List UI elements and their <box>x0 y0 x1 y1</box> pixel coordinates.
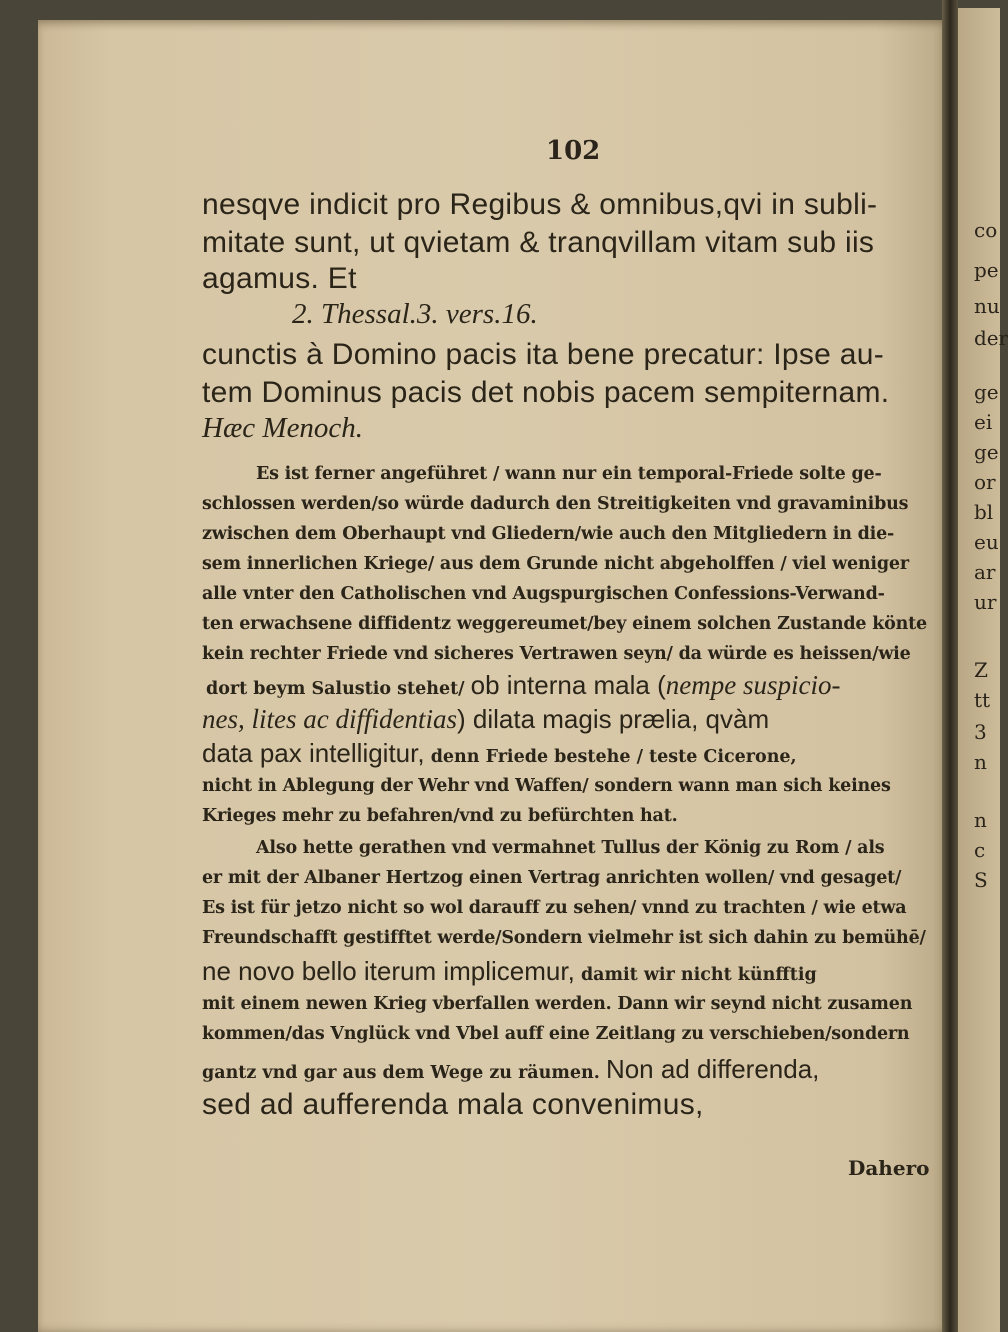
text-fragment: S <box>974 868 988 892</box>
text-line: Es ist ferner angeführet / wann nur ein temporal-Friede solte ge- <box>256 464 882 484</box>
text-fragment: tt <box>974 688 991 712</box>
text-span: dort beym Salustio stehet/ <box>206 679 465 699</box>
text-span: denn Friede bestehe / teste Cicerone, <box>430 747 797 767</box>
text-fragment: ei <box>974 410 993 434</box>
text-line: nesqve indicit pro Regibus & omnibus,qvi in subli- <box>202 188 878 221</box>
text-fragment: 3 <box>974 720 987 744</box>
text-line: sed ad aufferenda mala convenimus, <box>202 1088 704 1121</box>
text-fragment: or <box>974 470 996 494</box>
text-line: nicht in Ablegung der Wehr vnd Waffen/ sondern wann man sich keines <box>202 776 891 796</box>
text-line: kein rechter Friede vnd sicheres Vertrawen seyn/ da würde es heissen/wie <box>202 644 911 664</box>
page-number: 102 <box>546 136 601 166</box>
text-line: Es ist für jetzo nicht so wol darauff zu sehen/ vnnd zu trachten / wie etwa <box>202 898 907 918</box>
text-line: mit einem newen Krieg vberfallen werden. Dann wir seynd nicht zusamen <box>202 994 913 1014</box>
text-fragment: n <box>974 750 987 774</box>
text-line: cunctis à Domino pacis ita bene precatur: Ipse au- <box>202 338 885 371</box>
book-page <box>38 20 950 1332</box>
text-line: agamus. Et <box>202 262 357 295</box>
text-line: er mit der Albaner Hertzog einen Vertrag anrichten wollen/ vnd gesaget/ <box>202 868 902 888</box>
facing-page-edge <box>958 8 1008 1332</box>
text-line: sem innerlichen Kriege/ aus dem Grunde nicht abgeholffen / viel weniger <box>202 554 909 574</box>
text-fragment: c <box>974 838 986 862</box>
text-line: tem Dominus pacis det nobis pacem sempiternam. <box>202 376 890 409</box>
text-line: Also hette gerathen vnd vermahnet Tullus der König zu Rom / als <box>256 838 885 858</box>
text-line <box>202 704 769 735</box>
text-span: nes, lites ac diffidentias <box>202 704 457 734</box>
text-fragment: co <box>974 218 998 242</box>
book-gutter <box>942 0 958 1332</box>
text-fragment: ge <box>974 380 999 404</box>
text-line <box>202 956 817 987</box>
text-line: zwischen dem Oberhaupt vnd Gliedern/wie auch den Mitgliedern in die- <box>202 524 895 544</box>
text-line: mitate sunt, ut qvietam & tranqvillam vitam sub iis <box>202 226 875 259</box>
text-line: kommen/das Vnglück vnd Vbel auff eine Zeitlang zu verschieben/sondern <box>202 1024 910 1044</box>
text-fragment: nu <box>974 294 1000 318</box>
text-fragment: bl <box>974 500 994 524</box>
text-span: nempe suspicio- <box>665 670 841 700</box>
text-line: Krieges mehr zu befahren/vnd zu befürchten hat. <box>202 806 678 826</box>
text-span: ne novo bello iterum implicemur, <box>202 956 575 986</box>
text-span: ) dilata magis prælia, qvàm <box>456 704 770 734</box>
text-fragment: ur <box>974 590 997 614</box>
text-span: damit wir nicht künfftig <box>580 965 817 985</box>
catchword: Dahero <box>848 1156 930 1180</box>
text-span: data pax intelligitur, <box>202 738 425 768</box>
text-fragment: ge <box>974 440 999 464</box>
text-line: Freundschafft gestifftet werde/Sondern vielmehr ist sich dahin zu bemühē/ <box>202 928 926 948</box>
text-line: 2. Thessal.3. vers.16. <box>292 298 538 330</box>
text-line: schlossen werden/so würde dadurch den Streitigkeiten vnd gravaminibus <box>202 494 909 514</box>
text-fragment: pe <box>974 258 999 282</box>
text-fragment: eu <box>974 530 999 554</box>
text-span: gantz vnd gar aus dem Wege zu räumen. <box>202 1063 600 1083</box>
text-fragment: der <box>974 326 1008 350</box>
text-fragment: n <box>974 808 987 832</box>
text-line: ten erwachsene diffidentz weggereumet/bey einem solchen Zustande könte <box>202 614 927 634</box>
text-line <box>202 1054 819 1085</box>
text-span: ob interna mala ( <box>470 670 666 700</box>
text-fragment: ar <box>974 560 996 584</box>
text-span: Non ad differenda, <box>605 1054 820 1084</box>
text-fragment: Z <box>974 658 988 682</box>
text-line: alle vnter den Catholischen vnd Augspurgischen Confessions-Verwand- <box>202 584 885 604</box>
text-line <box>206 670 840 701</box>
text-line: Hæc Menoch. <box>202 412 364 444</box>
text-line <box>202 738 797 769</box>
